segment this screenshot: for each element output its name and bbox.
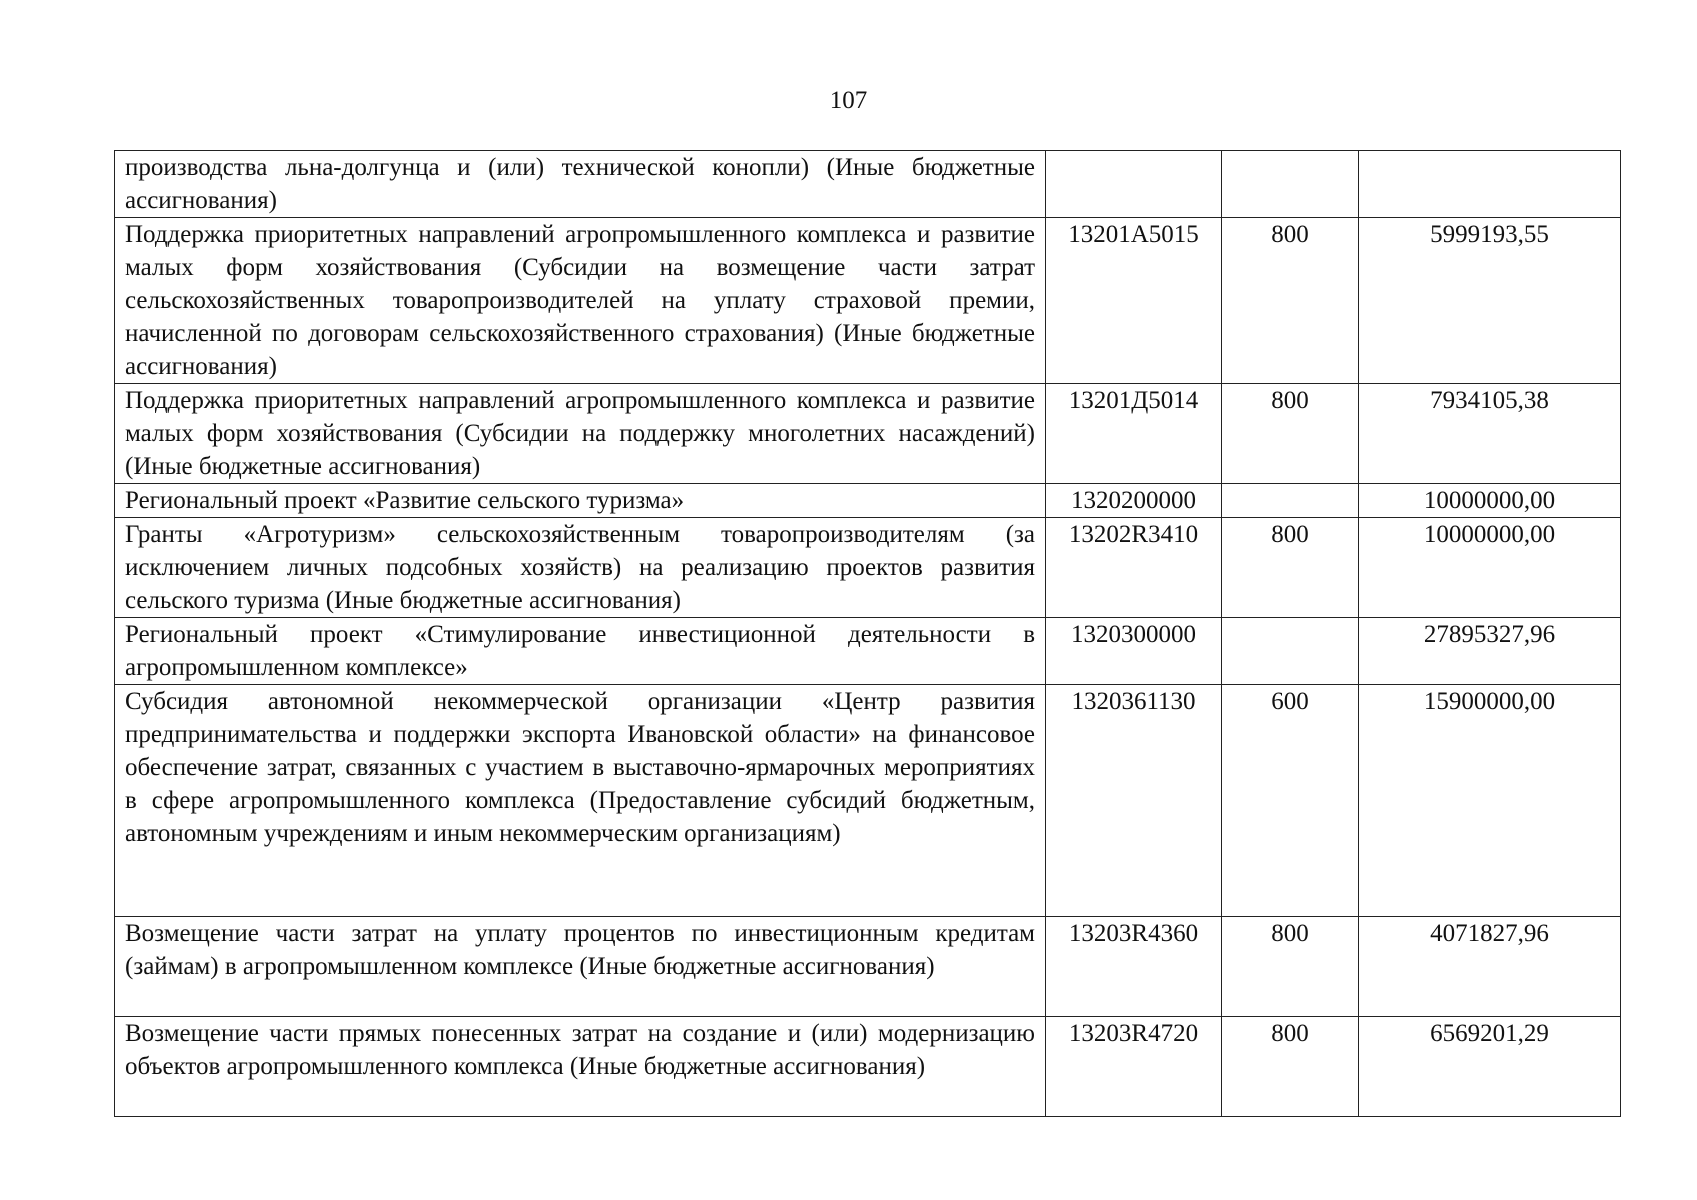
- row-amount: 10000000,00: [1359, 484, 1621, 518]
- table-row: [115, 1017, 1621, 1117]
- row-target-code: 13201Д5014: [1046, 384, 1222, 484]
- row-expense-type: 800: [1222, 218, 1359, 384]
- row-amount: 5999193,55: [1359, 218, 1621, 384]
- row-description: Региональный проект «Стимулирование инвестиционной деятельности в агропромышленном комплексе»: [115, 618, 1046, 685]
- row-target-code: 13202R3410: [1046, 518, 1222, 618]
- row-amount: [1359, 151, 1621, 218]
- row-expense-type: 800: [1222, 518, 1359, 618]
- row-target-code: 1320361130: [1046, 685, 1222, 917]
- row-description: Поддержка приоритетных направлений агропромышленного комплекса и развитие малых форм хозяйствования (Субсидии на поддержку многолетних насаждений) (Иные бюджетные ассигнования): [115, 384, 1046, 484]
- page-number: 107: [829, 87, 868, 114]
- row-target-code: 13201A5015: [1046, 218, 1222, 384]
- row-description: Возмещение части затрат на уплату процентов по инвестиционным кредитам (займам) в агропромышленном комплексе (Иные бюджетные ассигнования): [115, 917, 1046, 1017]
- table-row: [115, 917, 1621, 1017]
- row-expense-type: [1222, 151, 1359, 218]
- budget-table: [114, 150, 1621, 1117]
- row-description: Гранты «Агротуризм» сельскохозяйственным товаропроизводителям (за исключением личных подсобных хозяйств) на реализацию проектов развития сельского туризма (Иные бюджетные ассигнования): [115, 518, 1046, 618]
- row-expense-type: [1222, 618, 1359, 685]
- row-amount: 27895327,96: [1359, 618, 1621, 685]
- table-row: [115, 151, 1621, 218]
- row-description: Субсидия автономной некоммерческой организации «Центр развития предпринимательства и поддержки экспорта Ивановской области» на финансовое обеспечение затрат, связанных с участием в выставочно-ярмарочных мероприятиях в сфере агропромышленного комплекса (Предоставление субсидий бюджетным, автономным учреждениям и иным некоммерческим организациям): [115, 685, 1046, 917]
- row-expense-type: [1222, 484, 1359, 518]
- row-description: Поддержка приоритетных направлений агропромышленного комплекса и развитие малых форм хозяйствования (Субсидии на возмещение части затрат сельскохозяйственных товаропроизводителей на уплату страховой премии, начисленной по договорам сельскохозяйственного страхования) (Иные бюджетные ассигнования): [115, 218, 1046, 384]
- row-expense-type: 800: [1222, 384, 1359, 484]
- row-description: Региональный проект «Развитие сельского туризма»: [115, 484, 1046, 518]
- row-expense-type: 800: [1222, 917, 1359, 1017]
- row-description: Возмещение части прямых понесенных затрат на создание и (или) модернизацию объектов агропромышленного комплекса (Иные бюджетные ассигнования): [115, 1017, 1046, 1117]
- table-row: [115, 685, 1621, 917]
- row-target-code: 13203R4360: [1046, 917, 1222, 1017]
- row-amount: 6569201,29: [1359, 1017, 1621, 1117]
- table-row: [115, 484, 1621, 518]
- row-amount: 7934105,38: [1359, 384, 1621, 484]
- row-expense-type: 600: [1222, 685, 1359, 917]
- row-target-code: 1320200000: [1046, 484, 1222, 518]
- row-expense-type: 800: [1222, 1017, 1359, 1117]
- row-amount: 15900000,00: [1359, 685, 1621, 917]
- row-amount: 10000000,00: [1359, 518, 1621, 618]
- table-row: [115, 518, 1621, 618]
- row-amount: 4071827,96: [1359, 917, 1621, 1017]
- table-row: [115, 618, 1621, 685]
- row-target-code: 1320300000: [1046, 618, 1222, 685]
- table-row: [115, 218, 1621, 384]
- table-row: [115, 384, 1621, 484]
- row-target-code: [1046, 151, 1222, 218]
- row-target-code: 13203R4720: [1046, 1017, 1222, 1117]
- row-description: производства льна-долгунца и (или) технической конопли) (Иные бюджетные ассигнования): [115, 151, 1046, 218]
